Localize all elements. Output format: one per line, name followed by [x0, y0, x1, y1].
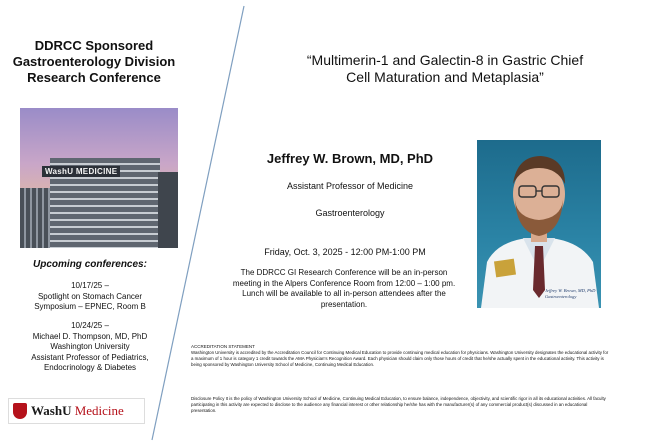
talk-title: “Multimerin-1 and Galectin-8 in Gastric Chief Cell Maturation and Metaplasia” — [306, 52, 584, 85]
event-datetime: Friday, Oct. 3, 2025 - 12:00 PM-1:00 PM — [264, 247, 426, 257]
coat-embroidery: Jeffrey W. Brown, MD, PhD Gastroenterology — [545, 288, 596, 299]
sponsor-title: DDRCC Sponsored Gastroenterology Division Research Conference — [12, 38, 176, 85]
disclosure-text: Disclosure Policy It is the policy of Washington University School of Medicine, Continuing Medical Education, to ensure balance, independence, objectivity, and scientific rigor in all its educational activities. All faculty participating in this activity are expected to disclose to the audience any financial interest or other relationship he/she has with the manufacturer(s) of any commercial product(s) discussed in an educational presentation. — [191, 396, 606, 413]
logo-text-medicine: Medicine — [74, 403, 124, 418]
speaker-department: Gastroenterology — [315, 208, 385, 218]
building-sign: WashU MEDICINE — [42, 166, 120, 177]
accreditation-heading: ACCREDITATION STATEMENT — [191, 344, 255, 349]
event-description: The DDRCC GI Research Conference will be an in-person meeting in the Alpers Conference Room from 12:00 – 1:00 pm. Lunch will be available to all in-person attendees after the presentation. — [232, 268, 456, 309]
upcoming-heading: Upcoming conferences: — [33, 259, 147, 270]
speaker-photo — [477, 140, 601, 308]
speaker-name: Jeffrey W. Brown, MD, PhD — [266, 151, 434, 166]
conference-item-1: 10/17/25 – Spotlight on Stomach Cancer Symposium – EPNEC, Room B — [34, 281, 146, 311]
conference-item-2: 10/24/25 – Michael D. Thompson, MD, PhD Washington University Assistant Professor of Pediatrics, Endocrinology & Diabetes — [31, 321, 149, 372]
accreditation-text: Washington University is accredited by the Accreditation Council for Continuing Medical Education to provide continuing medical education for physicians. Washington University designates the educational activity for a maximum of 1 hour is category 1 credit towards the AMA Physician's Recognition Award. Each physician should claim only those hours of credit that he/she actually spent in the educational activity. This activity is being sponsored by Washington University School of Medicine, Continuing Medical Education. — [191, 350, 609, 367]
speaker-role: Assistant Professor of Medicine — [286, 181, 414, 191]
logo-text-washu: WashU — [31, 403, 72, 418]
